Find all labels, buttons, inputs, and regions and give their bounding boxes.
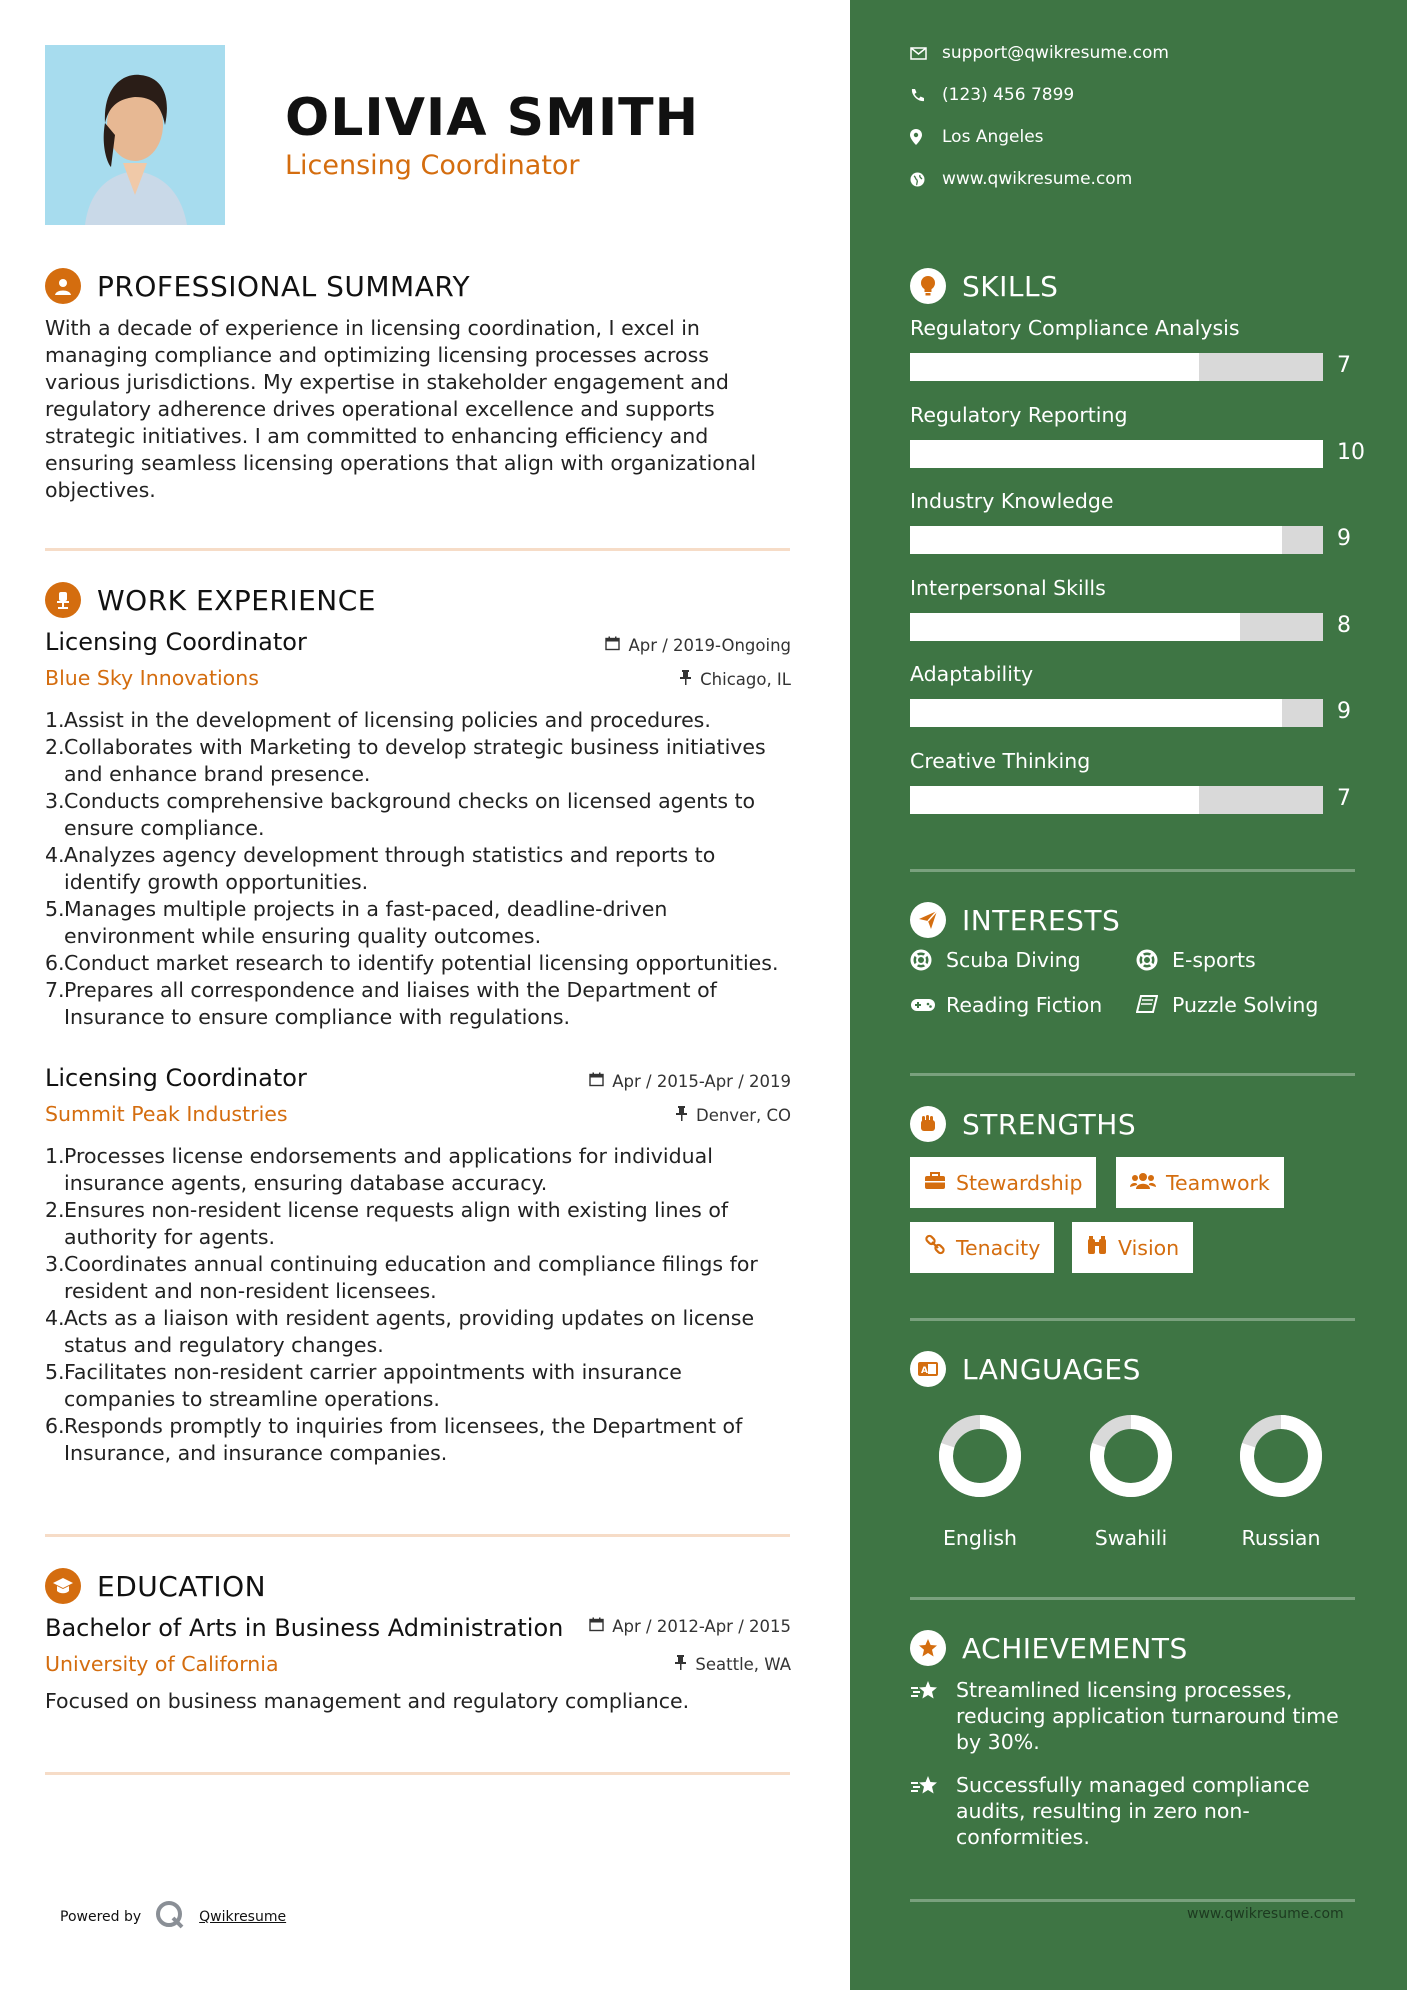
office-chair-icon	[45, 582, 81, 618]
candidate-name: OLIVIA SMITH	[285, 88, 700, 148]
education-heading	[45, 1568, 266, 1604]
list-item: 2. Ensures non-resident license requests align with existing lines of authority for agents.	[45, 1198, 729, 1249]
phone-icon	[910, 88, 942, 103]
briefcase-icon	[924, 1171, 946, 1195]
strength-chip: Tenacity	[910, 1222, 1054, 1273]
calendar-icon	[589, 1617, 604, 1636]
company-name: Summit Peak Industries	[45, 1102, 288, 1126]
list-item: 1. Processes license endorsements and applications for individual insurance agents, ensuring database accuracy.	[45, 1144, 713, 1195]
lightbulb-icon	[910, 268, 946, 304]
skill-bar-fill	[910, 440, 1323, 468]
graduation-cap-icon	[45, 1568, 81, 1604]
shooting-star-icon	[910, 1772, 956, 1850]
skill-bar-fill	[910, 699, 1282, 727]
envelope-icon	[910, 47, 942, 60]
languages-heading	[910, 1351, 1141, 1387]
skill-name: Regulatory Reporting	[910, 402, 1128, 427]
profile-photo	[45, 45, 225, 225]
map-pin-icon	[910, 129, 942, 145]
section-divider	[45, 1534, 790, 1537]
skill-bar	[910, 613, 1323, 641]
achievement-item: Streamlined licensing processes, reducing application turnaround time by 30%.	[910, 1677, 1370, 1755]
skill-name: Interpersonal Skills	[910, 575, 1106, 600]
users-icon	[1130, 1171, 1156, 1195]
user-icon	[45, 268, 81, 304]
education-title: EDUCATION	[97, 1569, 267, 1603]
paper-plane-icon	[910, 902, 946, 938]
skill-bar-fill	[910, 526, 1282, 554]
interests-heading	[910, 902, 1120, 938]
achievements-title: ACHIEVEMENTS	[962, 1631, 1188, 1665]
list-item: 1. Assist in the development of licensing policies and procedures.	[45, 708, 711, 732]
list-item: 5. Facilitates non-resident carrier appointments with insurance companies to streamline operations.	[45, 1360, 682, 1411]
skills-heading	[910, 268, 1058, 304]
skill-bar-fill	[910, 613, 1240, 641]
experience-heading	[45, 582, 376, 618]
interests-title: INTERESTS	[962, 903, 1121, 937]
contact-phone: (123) 456 7899	[910, 85, 1074, 105]
job-location: Chicago, IL	[679, 670, 791, 689]
language-name: Russian	[1241, 1526, 1321, 1550]
list-item: 3. Conducts comprehensive background checks on licensed agents to ensure compliance.	[45, 789, 756, 840]
shooting-star-icon	[910, 1677, 956, 1755]
interest-item: Puzzle Solving	[1136, 993, 1318, 1017]
skill-bar	[910, 526, 1323, 554]
skill-bar	[910, 440, 1323, 468]
language-level-ring	[1088, 1413, 1174, 1499]
strengths-heading	[910, 1106, 1136, 1142]
skill-bar-fill	[910, 353, 1199, 381]
skill-level: 8	[1337, 612, 1351, 638]
job-title: Licensing Coordinator	[45, 628, 307, 656]
contact-website: www.qwikresume.com	[910, 169, 1132, 189]
skill-level: 7	[1337, 353, 1351, 378]
section-divider	[45, 1772, 790, 1775]
strength-chip: Teamwork	[1116, 1157, 1284, 1208]
strength-chip: Vision	[1072, 1222, 1193, 1273]
qwikresume-logo-icon	[155, 1900, 185, 1934]
achievements-heading	[910, 1630, 1188, 1666]
list-item: 4. Acts as a liaison with resident agents, providing updates on license status and regulatory changes.	[45, 1306, 755, 1357]
footer-website: www.qwikresume.com	[1187, 1906, 1344, 1922]
list-item: 6. Conduct market research to identify potential licensing opportunities.	[45, 951, 779, 975]
list-item: 2. Collaborates with Marketing to develop strategic business initiatives and enhance brand presence.	[45, 735, 766, 786]
skill-name: Industry Knowledge	[910, 489, 1114, 513]
skill-name: Creative Thinking	[910, 748, 1091, 773]
fist-icon	[910, 1106, 946, 1142]
interest-item: Reading Fiction	[910, 993, 1102, 1017]
globe-icon	[910, 172, 942, 187]
calendar-icon	[589, 1072, 604, 1091]
book-icon	[1136, 995, 1172, 1015]
skill-bar	[910, 353, 1323, 381]
summary-title: PROFESSIONAL SUMMARY	[97, 269, 471, 303]
pin-icon	[675, 1106, 688, 1125]
education-description: Focused on business management and regulatory compliance.	[45, 1689, 690, 1713]
life-ring-icon	[1136, 949, 1172, 971]
section-divider	[45, 548, 790, 551]
section-divider	[910, 1073, 1355, 1076]
job-duties-list	[45, 1143, 805, 1467]
summary-text: With a decade of experience in licensing coordination, I excel in managing compliance and optimizing licensing processes across various jurisdictions. My expertise in stakeholder engagement and regulatory adherence drives operational excellence and supports strategic initiatives. I am committed to enhancing efficiency and ensuring seamless licensing operations that align with organizational objectives.	[45, 316, 757, 502]
list-item: 7. Prepares all correspondence and liaises with the Department of Insurance to ensure compliance with regulations.	[45, 978, 717, 1029]
life-ring-icon	[910, 949, 946, 971]
skills-title: SKILLS	[962, 269, 1059, 303]
pin-icon	[674, 1655, 687, 1674]
section-divider	[910, 1318, 1355, 1321]
skill-bar	[910, 786, 1323, 814]
powered-by: Powered by Qwikresume	[60, 1900, 286, 1934]
education-dates: Apr / 2012-Apr / 2015	[589, 1617, 791, 1636]
education-location: Seattle, WA	[674, 1655, 791, 1674]
strengths-title: STRENGTHS	[962, 1107, 1137, 1141]
candidate-role: Licensing Coordinator	[285, 150, 580, 181]
list-item: 6. Responds promptly to inquiries from licensees, the Department of Insurance, and insurance companies.	[45, 1414, 743, 1465]
degree-title: Bachelor of Arts in Business Administration	[45, 1614, 564, 1642]
list-item: 5. Manages multiple projects in a fast-paced, deadline-driven environment while ensuring quality outcomes.	[45, 897, 668, 948]
language-level-ring	[1238, 1413, 1324, 1499]
language-icon	[910, 1351, 946, 1387]
binoculars-icon	[1086, 1235, 1108, 1260]
section-divider	[910, 1597, 1355, 1600]
calendar-icon	[605, 636, 620, 655]
language-item	[1071, 1413, 1191, 1550]
section-divider	[910, 1899, 1355, 1902]
star-badge-icon	[910, 1630, 946, 1666]
language-name: Swahili	[1094, 1526, 1168, 1550]
job-title: Licensing Coordinator	[45, 1064, 307, 1092]
job-duties-list	[45, 707, 805, 1031]
interest-item: E-sports	[1136, 948, 1256, 972]
company-name: Blue Sky Innovations	[45, 666, 259, 690]
pin-icon	[679, 670, 692, 689]
skill-bar-fill	[910, 786, 1199, 814]
gamepad-icon	[910, 997, 946, 1013]
skill-bar	[910, 699, 1323, 727]
school-name: University of California	[45, 1652, 279, 1676]
language-item	[1221, 1413, 1341, 1550]
achievement-item: Successfully managed compliance audits, resulting in zero non- conformities.	[910, 1772, 1370, 1850]
skill-level: 9	[1337, 699, 1351, 724]
skill-level: 9	[1337, 526, 1351, 551]
interest-item: Scuba Diving	[910, 948, 1081, 972]
svg-text:A: A	[921, 1366, 928, 1376]
language-item	[920, 1413, 1040, 1550]
language-level-ring	[937, 1413, 1023, 1499]
contact-email: support@qwikresume.com	[910, 43, 1169, 63]
language-name: English	[942, 1526, 1018, 1550]
contact-location: Los Angeles	[910, 127, 1044, 147]
list-item: 3. Coordinates annual continuing education and compliance filings for resident and non-resident licensees.	[45, 1252, 758, 1303]
job-dates: Apr / 2019-Ongoing	[605, 636, 791, 655]
link-icon	[924, 1234, 946, 1261]
qwikresume-link[interactable]: Qwikresume	[199, 1909, 287, 1925]
languages-title: LANGUAGES	[962, 1352, 1141, 1386]
job-dates: Apr / 2015-Apr / 2019	[589, 1072, 791, 1091]
job-location: Denver, CO	[675, 1106, 791, 1125]
summary-heading	[45, 268, 470, 304]
strength-chip: Stewardship	[910, 1157, 1096, 1208]
section-divider	[910, 869, 1355, 872]
sidebar	[850, 0, 1407, 1990]
skill-name: Adaptability	[910, 662, 1034, 686]
experience-title: WORK EXPERIENCE	[97, 583, 376, 617]
list-item: 4. Analyzes agency development through statistics and reports to identify growth opportunities.	[45, 843, 716, 894]
skill-level: 7	[1337, 785, 1351, 811]
skill-name: Regulatory Compliance Analysis	[910, 316, 1240, 340]
skill-level: 10	[1337, 439, 1365, 465]
